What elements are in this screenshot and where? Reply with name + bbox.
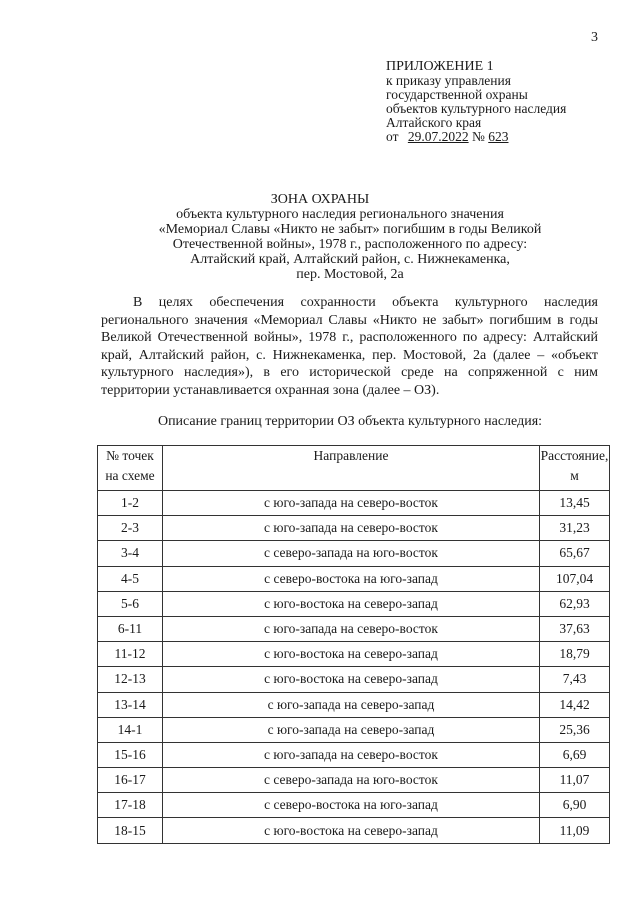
order-number-sign: №	[471, 129, 485, 144]
cell-distance: 107,04	[540, 566, 610, 591]
cell-direction: с северо-востока на юго-запад	[163, 566, 540, 591]
cell-points: 18-15	[98, 818, 163, 843]
cell-direction: с юго-востока на северо-запад	[163, 642, 540, 667]
page-number: 3	[591, 30, 598, 45]
table-row	[98, 516, 610, 541]
borders-table	[97, 445, 610, 844]
table-header-row	[98, 446, 610, 491]
appendix-block	[386, 60, 566, 144]
cell-points: 17-18	[98, 793, 163, 818]
header-direction: Направление	[163, 446, 540, 491]
appendix-line: объектов культурного наследия	[386, 101, 567, 116]
cell-points: 13-14	[98, 692, 163, 717]
cell-points: 12-13	[98, 667, 163, 692]
cell-direction: с северо-запада на юго-восток	[163, 541, 540, 566]
cell-distance: 37,63	[540, 616, 610, 641]
cell-direction: с юго-востока на северо-запад	[163, 818, 540, 843]
header-distance: Расстояние, м	[540, 446, 610, 491]
cell-distance: 6,69	[540, 742, 610, 767]
cell-distance: 13,45	[540, 491, 610, 516]
cell-distance: 25,36	[540, 717, 610, 742]
cell-distance: 31,23	[540, 516, 610, 541]
cell-direction: с юго-запада на северо-восток	[163, 491, 540, 516]
table-row	[98, 768, 610, 793]
cell-points: 3-4	[98, 541, 163, 566]
cell-points: 16-17	[98, 768, 163, 793]
table-row	[98, 793, 610, 818]
table-row	[98, 616, 610, 641]
order-line	[386, 130, 566, 144]
appendix-line: к приказу управления	[386, 73, 511, 88]
table-row	[98, 692, 610, 717]
body-paragraph: В целях обеспечения сохранности объекта культурного наследия регионального значения «Мемориал Славы «Никто не забыт» погибшим в годы Великой Отечественной войны», 1978 г., расположенного по адресу: Алтайский край, Алтайский район, с. Нижнекаменка, пер. Мостовой, 2а (далее – «объект культурного наследия»), в его исторической среде на сопряженной с ним территории устанавливается охранная зона (далее – ОЗ).	[101, 295, 598, 398]
cell-direction: с юго-запада на северо-восток	[163, 616, 540, 641]
cell-points: 11-12	[98, 642, 163, 667]
cell-points: 1-2	[98, 491, 163, 516]
cell-direction: с юго-запада на северо-запад	[163, 692, 540, 717]
cell-direction: с юго-запада на северо-восток	[163, 742, 540, 767]
table-row	[98, 642, 610, 667]
cell-direction: с юго-запада на северо-запад	[163, 717, 540, 742]
table-row	[98, 667, 610, 692]
cell-points: 14-1	[98, 717, 163, 742]
order-date: 29.07.2022	[407, 129, 469, 144]
cell-distance: 6,90	[540, 793, 610, 818]
cell-points: 6-11	[98, 616, 163, 641]
cell-distance: 11,09	[540, 818, 610, 843]
table-row	[98, 541, 610, 566]
cell-direction: с юго-запада на северо-восток	[163, 516, 540, 541]
table-row	[98, 491, 610, 516]
cell-distance: 62,93	[540, 591, 610, 616]
header-points: № точек на схеме	[98, 446, 163, 491]
cell-distance: 18,79	[540, 642, 610, 667]
cell-distance: 11,07	[540, 768, 610, 793]
cell-points: 4-5	[98, 566, 163, 591]
cell-points: 2-3	[98, 516, 163, 541]
order-number: 623	[488, 129, 509, 144]
appendix-line: государственной охраны	[386, 87, 528, 102]
table-row	[98, 591, 610, 616]
cell-distance: 14,42	[540, 692, 610, 717]
cell-direction: с северо-востока на юго-запад	[163, 793, 540, 818]
cell-points: 5-6	[98, 591, 163, 616]
cell-direction: с северо-запада на юго-восток	[163, 768, 540, 793]
table-row	[98, 566, 610, 591]
order-prefix: от	[386, 129, 399, 144]
appendix-line: Алтайского края	[386, 115, 482, 130]
heading-title: ЗОНА ОХРАНЫ	[270, 192, 370, 207]
heading-line: объекта культурного наследия регионального значения	[176, 207, 504, 222]
cell-direction: с юго-востока на северо-запад	[163, 667, 540, 692]
document-heading	[0, 192, 640, 282]
table-caption: Описание границ территории ОЗ объекта культурного наследия:	[157, 414, 543, 429]
table-row	[98, 717, 610, 742]
appendix-title: ПРИЛОЖЕНИЕ 1	[386, 59, 494, 74]
table-row	[98, 818, 610, 843]
heading-line: «Мемориал Славы «Никто не забыт» погибшим в годы Великой	[158, 222, 542, 237]
heading-line: Отечественной войны», 1978 г., расположенного по адресу:	[172, 237, 528, 252]
table-row	[98, 742, 610, 767]
cell-direction: с юго-востока на северо-запад	[163, 591, 540, 616]
cell-points: 15-16	[98, 742, 163, 767]
heading-line: Алтайский край, Алтайский район, с. Нижнекаменка,	[190, 252, 510, 267]
cell-distance: 7,43	[540, 667, 610, 692]
heading-line: пер. Мостовой, 2а	[296, 267, 404, 282]
cell-distance: 65,67	[540, 541, 610, 566]
